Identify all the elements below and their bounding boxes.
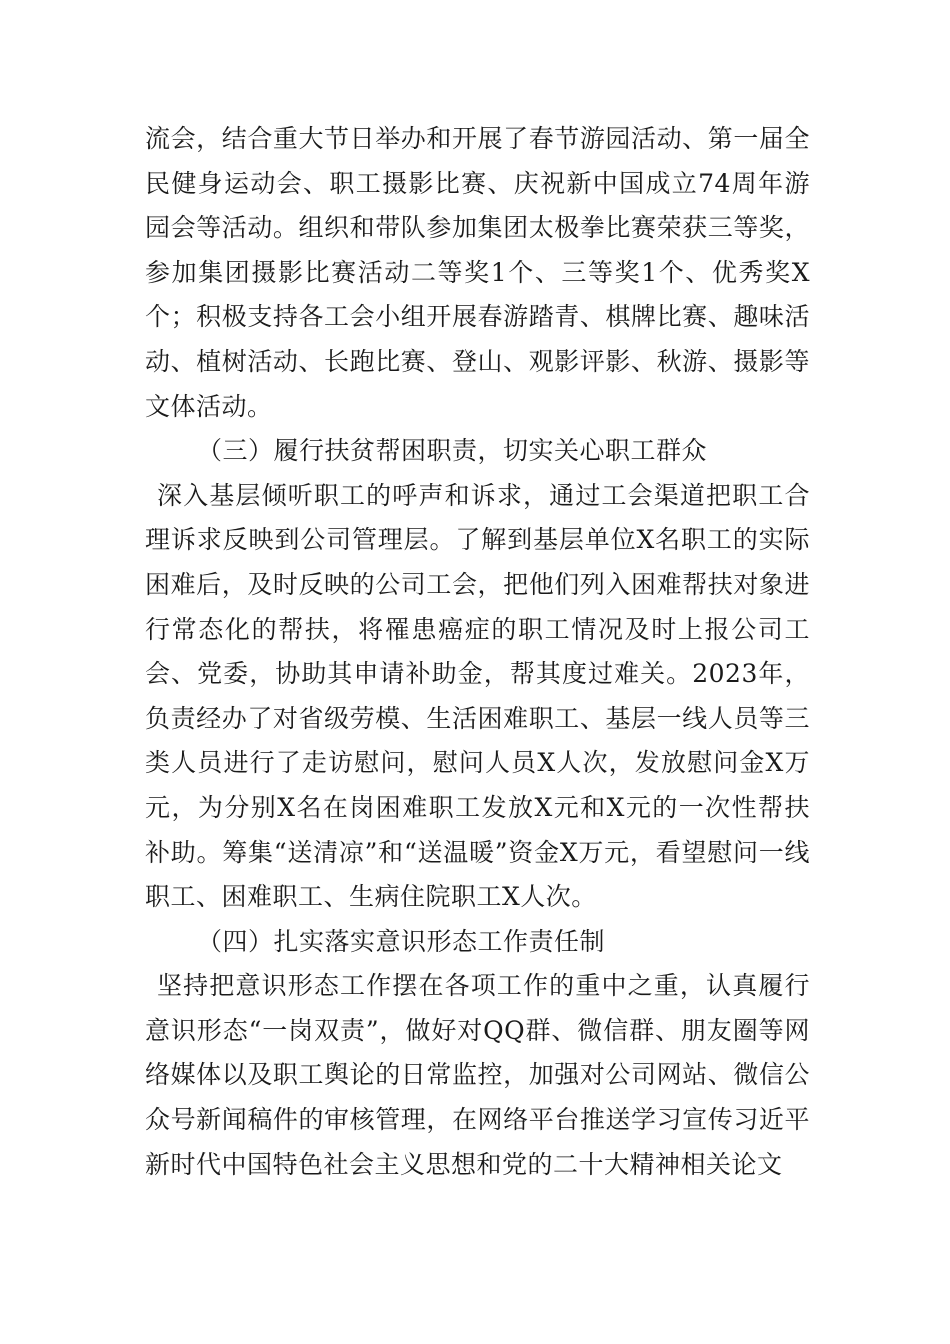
section-heading-ideology: （四）扎实落实意识形态工作责任制 — [197, 926, 606, 956]
paragraph-cultural-activities: 流会，结合重大节日举办和开展了春节游园活动、第一届全民健身运动会、职工摄影比赛、庆祝新中国成立74周年游园会等活动。组织和带队参加集团太极拳比赛荣获三等奖，参加集团摄影比赛活动二等奖1个、三等奖1个、优秀奖X个；积极支持各工会小组开展春游踏青、棋牌比赛、趣味活动、植树活动、长跑比赛、登山、观影评影、秋游、摄影等文体活动。 — [145, 124, 810, 421]
section-heading-poverty-relief: （三）履行扶贫帮困职责，切实关心职工群众 — [197, 436, 708, 466]
paragraph-ideology: 坚持把意识形态工作摆在各项工作的重中之重，认真履行意识形态“一岗双责”，做好对QQ群、微信群、朋友圈等网络媒体以及职工舆论的日常监控，加强对公司网站、微信公众号新闻稿件的审核管理，在网络平台推送学习宣传习近平新时代中国特色社会主义思想和党的二十大精神相关论文 — [145, 971, 810, 1179]
document-body — [145, 117, 810, 1187]
paragraph-poverty-relief: 深入基层倾听职工的呼声和诉求，通过工会渠道把职工合理诉求反映到公司管理层。了解到基层单位X名职工的实际困难后，及时反映的公司工会，把他们列入困难帮扶对象进行常态化的帮扶，将罹患癌症的职工情况及时上报公司工会、党委，协助其申请补助金，帮其度过难关。2023年，负责经办了对省级劳模、生活困难职工、基层一线人员等三类人员进行了走访慰问，慰问人员X人次，发放慰问金X万元，为分别X名在岗困难职工发放X元和X元的一次性帮扶补助。筹集“送清凉”和“送温暖”资金X万元，看望慰问一线职工、困难职工、生病住院职工X人次。 — [145, 480, 810, 912]
